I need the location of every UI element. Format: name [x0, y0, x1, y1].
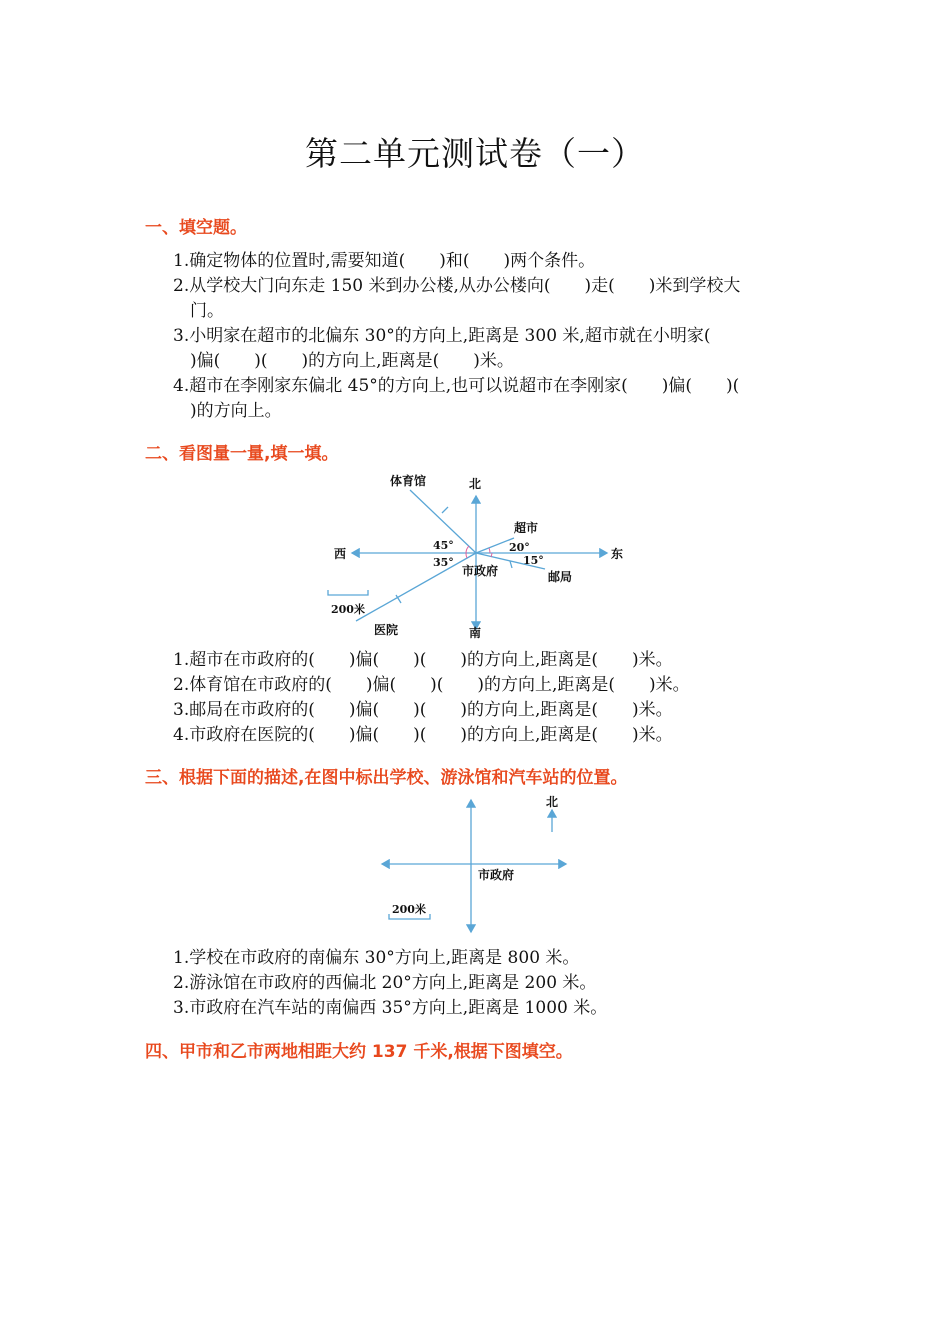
question-1-3: 3.小明家在超市的北偏东 30°的方向上,距离是 300 米,超市就在小明家( [173, 326, 711, 346]
question-1-2-cont: 门。 [190, 301, 224, 321]
label-north-2: 北 [546, 795, 559, 809]
label-west: 西 [334, 547, 347, 561]
question-2-4: 4.市政府在医院的( )偏( )( )的方向上,距离是( )米。 [173, 725, 673, 745]
compass-diagram-2 [0, 790, 950, 940]
question-1-2: 2.从学校大门向东走 150 米到办公楼,从办公楼向( )走( )米到学校大 [173, 276, 741, 296]
section-2-heading: 二、看图量一量,填一填。 [145, 444, 339, 464]
ray-hospital [356, 553, 476, 621]
question-1-1: 1.确定物体的位置时,需要知道( )和( )两个条件。 [173, 251, 596, 271]
question-2-2: 2.体育馆在市政府的( )偏( )( )的方向上,距离是( )米。 [173, 675, 690, 695]
label-city-hall-2: 市政府 [478, 868, 515, 882]
label-east: 东 [611, 547, 624, 561]
question-1-4-cont: )的方向上。 [190, 401, 282, 421]
section-4-heading: 四、甲市和乙市两地相距大约 137 千米,根据下图填空。 [145, 1042, 573, 1062]
page-title: 第二单元测试卷（一） [305, 134, 645, 173]
question-2-3: 3.邮局在市政府的( )偏( )( )的方向上,距离是( )米。 [173, 700, 673, 720]
label-south: 南 [469, 626, 482, 640]
question-3-1: 1.学校在市政府的南偏东 30°方向上,距离是 800 米。 [173, 948, 580, 968]
label-north: 北 [469, 477, 482, 491]
label-angle-45: 45° [433, 539, 454, 552]
question-1-4: 4.超市在李刚家东偏北 45°的方向上,也可以说超市在李刚家( )偏( )( [173, 376, 740, 396]
scale-bar [328, 590, 368, 595]
label-angle-20: 20° [509, 541, 530, 554]
label-city-hall: 市政府 [462, 564, 499, 578]
label-hospital: 医院 [374, 623, 399, 637]
label-angle-15: 15° [523, 554, 544, 567]
label-scale: 200米 [331, 603, 365, 616]
question-3-3: 3.市政府在汽车站的南偏西 35°方向上,距离是 1000 米。 [173, 998, 608, 1018]
label-post-office: 邮局 [548, 570, 573, 584]
label-angle-35: 35° [433, 556, 454, 569]
compass-diagram-1 [0, 466, 950, 646]
question-2-1: 1.超市在市政府的( )偏( )( )的方向上,距离是( )米。 [173, 650, 673, 670]
label-gym: 体育馆 [390, 474, 427, 488]
question-1-3-cont: )偏( )( )的方向上,距离是( )米。 [190, 351, 514, 371]
label-scale-2: 200米 [392, 903, 426, 916]
label-supermarket: 超市 [514, 521, 539, 535]
question-3-2: 2.游泳馆在市政府的西偏北 20°方向上,距离是 200 米。 [173, 973, 597, 993]
section-3-heading: 三、根据下面的描述,在图中标出学校、游泳馆和汽车站的位置。 [145, 768, 628, 788]
section-1-heading: 一、填空题。 [145, 218, 247, 238]
